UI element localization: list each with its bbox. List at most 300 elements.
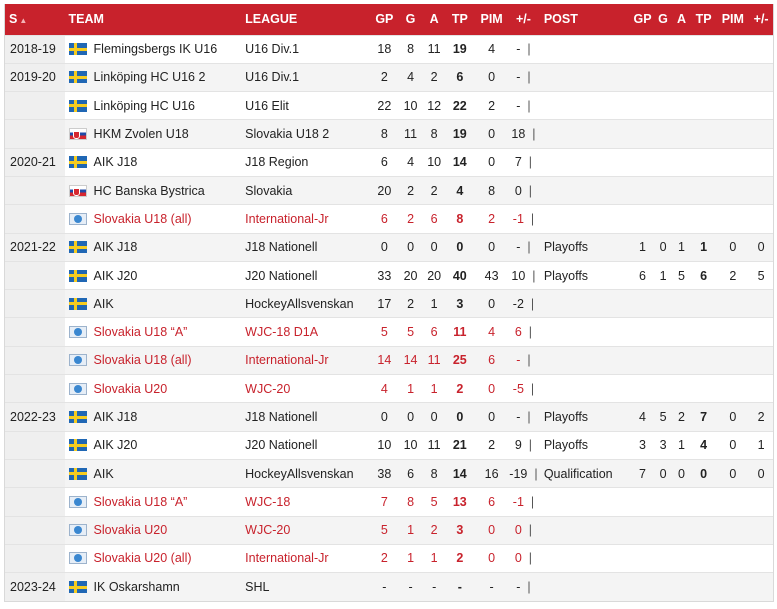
league-cell[interactable]: WJC-18 D1A <box>241 318 370 346</box>
post-gp-cell <box>631 205 654 233</box>
post-pim-cell: 2 <box>716 261 749 289</box>
col-header-a[interactable]: A <box>429 12 439 27</box>
table-row <box>5 346 773 374</box>
post-gp-cell <box>631 375 654 403</box>
table-row <box>5 318 773 346</box>
post-g-cell <box>654 544 672 572</box>
post-g-cell <box>654 92 672 120</box>
post-plusminus-cell <box>749 63 773 91</box>
post-pim-cell <box>716 573 749 601</box>
season-cell <box>5 516 65 544</box>
plusminus-cell <box>509 148 538 176</box>
tp-cell: 13 <box>445 488 474 516</box>
post-g-cell <box>654 375 672 403</box>
column-separator: | <box>530 296 535 311</box>
post-a-cell <box>672 573 690 601</box>
col-header-post-pim[interactable]: PIM <box>721 12 744 27</box>
post-cell <box>538 92 631 120</box>
slovakia-flag-icon <box>69 185 87 197</box>
tp-cell: 2 <box>445 375 474 403</box>
tp-cell: 25 <box>445 346 474 374</box>
col-header-post-a[interactable]: A <box>677 12 687 27</box>
post-g-cell <box>654 290 672 318</box>
sweden-flag-icon <box>69 156 87 168</box>
gp-cell: 7 <box>371 488 399 516</box>
pim-cell: 0 <box>474 233 509 261</box>
table-row <box>5 459 773 487</box>
post-cell <box>538 318 631 346</box>
g-cell: 4 <box>398 63 423 91</box>
slovakia-flag-icon <box>69 128 87 140</box>
post-pim-cell <box>716 63 749 91</box>
a-cell: 11 <box>423 35 446 63</box>
column-separator: | <box>527 70 531 85</box>
a-cell: 1 <box>423 290 446 318</box>
g-cell: 14 <box>398 346 423 374</box>
team-name-link[interactable]: Slovakia U18 “A” <box>93 494 188 509</box>
post-gp-cell <box>631 544 654 572</box>
post-a-cell <box>672 35 690 63</box>
g-cell: 8 <box>398 35 423 63</box>
plusminus-cell <box>509 403 538 431</box>
season-cell <box>5 431 65 459</box>
plusminus-value: - <box>516 98 521 113</box>
team-name-link[interactable]: Slovakia U18 “A” <box>93 325 188 340</box>
column-separator: | <box>528 155 533 170</box>
post-plusminus-cell: 1 <box>749 431 773 459</box>
league-cell[interactable]: U16 Div.1 <box>241 35 370 63</box>
post-a-cell: 0 <box>672 459 690 487</box>
gp-cell: 6 <box>371 148 399 176</box>
season-cell <box>5 176 65 204</box>
plusminus-cell <box>509 233 538 261</box>
a-cell: 8 <box>423 120 446 148</box>
g-cell: - <box>398 573 423 601</box>
sweden-flag-icon <box>69 468 87 480</box>
post-a-cell <box>672 346 690 374</box>
post-gp-cell <box>631 318 654 346</box>
plusminus-value: - <box>516 240 521 255</box>
team-name-link[interactable]: Linköping HC U16 <box>93 98 195 113</box>
pim-cell: 8 <box>474 176 509 204</box>
pim-cell: 16 <box>474 459 509 487</box>
plusminus-cell <box>509 516 538 544</box>
g-cell: 8 <box>398 488 423 516</box>
gp-cell: 5 <box>371 516 399 544</box>
col-header-tp[interactable]: TP <box>451 12 468 27</box>
post-gp-cell: 7 <box>631 459 654 487</box>
team-name-link[interactable]: HKM Zvolen U18 <box>93 127 189 142</box>
pim-cell: 6 <box>474 346 509 374</box>
international-flag-icon <box>69 213 87 225</box>
post-cell: Playoffs <box>538 233 631 261</box>
post-g-cell: 0 <box>654 233 672 261</box>
post-tp-cell <box>691 346 717 374</box>
post-g-cell <box>654 63 672 91</box>
league-cell[interactable]: J18 Nationell <box>241 233 370 261</box>
team-name-link[interactable]: AIK J18 <box>93 240 138 255</box>
tp-cell: 3 <box>445 290 474 318</box>
col-header-season[interactable]: S ▲ <box>9 12 28 27</box>
table-row <box>5 290 773 318</box>
season-cell <box>5 92 65 120</box>
col-header-plusminus[interactable]: +/- <box>515 12 531 27</box>
plusminus-value: 9 <box>514 438 522 453</box>
team-cell[interactable] <box>65 318 242 346</box>
post-g-cell <box>654 176 672 204</box>
post-tp-cell <box>691 290 717 318</box>
pim-cell: 0 <box>474 148 509 176</box>
post-plusminus-cell <box>749 346 773 374</box>
league-cell[interactable]: International-Jr <box>241 346 370 374</box>
team-name-link[interactable]: Slovakia U18 (all) <box>93 353 192 368</box>
team-name-link[interactable]: HC Banska Bystrica <box>93 183 205 198</box>
table-row <box>5 233 773 261</box>
team-cell[interactable] <box>65 346 242 374</box>
season-cell <box>5 318 65 346</box>
tp-cell: 14 <box>445 148 474 176</box>
sweden-flag-icon <box>69 43 87 55</box>
post-pim-cell <box>716 318 749 346</box>
tp-cell: 11 <box>445 318 474 346</box>
plusminus-value: - <box>516 580 521 595</box>
plusminus-value: 10 <box>511 268 526 283</box>
gp-cell: 14 <box>371 346 399 374</box>
gp-cell: 5 <box>371 318 399 346</box>
league-cell[interactable]: J18 Region <box>241 148 370 176</box>
team-cell[interactable] <box>65 233 242 261</box>
post-g-cell <box>654 205 672 233</box>
team-name-link[interactable]: AIK J18 <box>93 155 138 170</box>
post-g-cell <box>654 516 672 544</box>
league-cell[interactable]: WJC-20 <box>241 375 370 403</box>
team-name-link[interactable]: Slovakia U20 <box>93 381 168 396</box>
col-header-post-gp[interactable]: GP <box>633 12 652 27</box>
col-header-gp[interactable]: GP <box>375 12 394 27</box>
post-cell <box>538 346 631 374</box>
post-cell <box>538 35 631 63</box>
post-cell: Playoffs <box>538 431 631 459</box>
a-cell: 6 <box>423 318 446 346</box>
league-cell[interactable]: WJC-18 <box>241 488 370 516</box>
pim-cell: - <box>474 573 509 601</box>
plusminus-value: 0 <box>514 551 522 566</box>
plusminus-cell <box>509 573 538 601</box>
pim-cell: 0 <box>474 375 509 403</box>
column-separator: | <box>532 127 536 142</box>
post-cell <box>538 176 631 204</box>
post-pim-cell: 0 <box>716 459 749 487</box>
g-cell: 20 <box>398 261 423 289</box>
season-cell <box>5 120 65 148</box>
league-cell[interactable]: J20 Nationell <box>241 431 370 459</box>
team-cell[interactable] <box>65 35 242 63</box>
pim-cell: 2 <box>474 431 509 459</box>
a-cell: 10 <box>423 148 446 176</box>
season-cell <box>5 375 65 403</box>
post-gp-cell <box>631 35 654 63</box>
post-tp-cell: 1 <box>691 233 717 261</box>
gp-cell: 10 <box>371 431 399 459</box>
a-cell: 11 <box>423 431 446 459</box>
post-pim-cell <box>716 488 749 516</box>
international-flag-icon <box>69 496 87 508</box>
pim-cell: 0 <box>474 120 509 148</box>
league-cell[interactable]: HockeyAllsvenskan <box>241 290 370 318</box>
plusminus-value: -2 <box>512 296 524 311</box>
league-cell[interactable]: HockeyAllsvenskan <box>241 459 370 487</box>
team-cell[interactable] <box>65 290 242 318</box>
post-tp-cell: 4 <box>691 431 717 459</box>
post-plusminus-cell <box>749 120 773 148</box>
team-name-link[interactable]: AIK J20 <box>93 438 138 453</box>
sweden-flag-icon <box>69 581 87 593</box>
col-header-post[interactable]: POST <box>543 12 578 27</box>
team-cell[interactable] <box>65 431 242 459</box>
tp-cell: 14 <box>445 459 474 487</box>
team-cell[interactable] <box>65 459 242 487</box>
column-separator: | <box>527 353 531 368</box>
column-separator: | <box>530 211 535 226</box>
post-tp-cell <box>691 148 717 176</box>
international-flag-icon <box>69 552 87 564</box>
post-tp-cell: 6 <box>691 261 717 289</box>
post-pim-cell <box>716 176 749 204</box>
post-gp-cell <box>631 290 654 318</box>
tp-cell: 4 <box>445 176 474 204</box>
post-gp-cell <box>631 120 654 148</box>
post-tp-cell <box>691 318 717 346</box>
post-a-cell: 2 <box>672 403 690 431</box>
post-gp-cell <box>631 92 654 120</box>
team-cell[interactable] <box>65 148 242 176</box>
column-separator: | <box>527 580 531 595</box>
plusminus-value: - <box>516 42 521 57</box>
a-cell: 12 <box>423 92 446 120</box>
post-gp-cell: 3 <box>631 431 654 459</box>
post-gp-cell: 6 <box>631 261 654 289</box>
post-gp-cell <box>631 488 654 516</box>
league-cell[interactable]: U16 Div.1 <box>241 63 370 91</box>
table-row <box>5 544 773 572</box>
post-cell <box>538 488 631 516</box>
sweden-flag-icon <box>69 439 87 451</box>
pim-cell: 2 <box>474 205 509 233</box>
season-cell <box>5 261 65 289</box>
league-cell[interactable]: Slovakia <box>241 176 370 204</box>
table-row <box>5 261 773 289</box>
a-cell: 1 <box>423 544 446 572</box>
column-separator: | <box>530 381 535 396</box>
table-row <box>5 63 773 91</box>
league-cell[interactable]: Slovakia U18 2 <box>241 120 370 148</box>
post-plusminus-cell: 2 <box>749 403 773 431</box>
table-row <box>5 148 773 176</box>
season-cell: 2018-19 <box>5 35 65 63</box>
season-cell <box>5 290 65 318</box>
pim-cell: 0 <box>474 516 509 544</box>
gp-cell: 4 <box>371 375 399 403</box>
pim-cell: 2 <box>474 92 509 120</box>
plusminus-cell <box>509 488 538 516</box>
sweden-flag-icon <box>69 411 87 423</box>
league-cell[interactable]: J18 Nationell <box>241 403 370 431</box>
post-tp-cell <box>691 35 717 63</box>
post-plusminus-cell <box>749 516 773 544</box>
post-plusminus-cell <box>749 35 773 63</box>
table-row <box>5 488 773 516</box>
post-cell <box>538 290 631 318</box>
table-row <box>5 35 773 63</box>
gp-cell: 38 <box>371 459 399 487</box>
post-a-cell <box>672 92 690 120</box>
col-header-post-g[interactable]: G <box>658 12 668 27</box>
g-cell: 1 <box>398 544 423 572</box>
plusminus-cell <box>509 431 538 459</box>
col-header-league[interactable]: LEAGUE <box>245 12 298 27</box>
post-a-cell <box>672 63 690 91</box>
g-cell: 4 <box>398 148 423 176</box>
post-gp-cell <box>631 573 654 601</box>
league-cell[interactable]: International-Jr <box>241 205 370 233</box>
col-header-pim[interactable]: PIM <box>480 12 503 27</box>
team-cell[interactable] <box>65 403 242 431</box>
international-flag-icon <box>69 354 87 366</box>
column-separator: | <box>528 523 533 538</box>
post-tp-cell <box>691 573 717 601</box>
col-header-g[interactable]: G <box>405 12 416 27</box>
col-header-post-plusminus[interactable]: +/- <box>753 12 769 27</box>
tp-cell: 3 <box>445 516 474 544</box>
tp-cell: 2 <box>445 544 474 572</box>
tp-cell: 22 <box>445 92 474 120</box>
plusminus-cell <box>509 176 538 204</box>
league-cell[interactable]: U16 Elit <box>241 92 370 120</box>
plusminus-value: 6 <box>514 325 522 340</box>
sweden-flag-icon <box>69 71 87 83</box>
season-cell <box>5 488 65 516</box>
team-name-link[interactable]: AIK <box>93 296 114 311</box>
col-header-team[interactable]: TEAM <box>68 12 104 27</box>
table-row <box>5 120 773 148</box>
col-header-post-tp[interactable]: TP <box>695 12 712 27</box>
tp-cell: - <box>445 573 474 601</box>
team-name-link[interactable]: Slovakia U18 (all) <box>93 211 192 226</box>
post-a-cell: 1 <box>672 431 690 459</box>
post-pim-cell <box>716 375 749 403</box>
team-name-link[interactable]: Flemingsbergs IK U16 <box>93 42 218 57</box>
post-a-cell <box>672 375 690 403</box>
a-cell: 6 <box>423 205 446 233</box>
post-tp-cell <box>691 92 717 120</box>
league-cell[interactable]: International-Jr <box>241 544 370 572</box>
post-tp-cell <box>691 544 717 572</box>
plusminus-cell <box>509 35 538 63</box>
post-pim-cell <box>716 148 749 176</box>
league-cell[interactable]: SHL <box>241 573 370 601</box>
league-cell[interactable]: J20 Nationell <box>241 261 370 289</box>
table-header-row <box>5 4 773 35</box>
table-row <box>5 403 773 431</box>
a-cell: 2 <box>423 176 446 204</box>
team-name-link[interactable]: AIK J18 <box>93 410 138 424</box>
post-plusminus-cell: 0 <box>749 459 773 487</box>
team-name-link[interactable]: AIK J20 <box>93 268 138 283</box>
gp-cell: 18 <box>371 35 399 63</box>
tp-cell: 0 <box>445 403 474 431</box>
team-cell[interactable] <box>65 63 242 91</box>
season-cell <box>5 459 65 487</box>
team-cell[interactable] <box>65 516 242 544</box>
post-cell: Playoffs <box>538 403 631 431</box>
team-cell[interactable] <box>65 92 242 120</box>
season-cell <box>5 544 65 572</box>
post-gp-cell: 4 <box>631 403 654 431</box>
team-cell[interactable] <box>65 120 242 148</box>
team-cell[interactable] <box>65 375 242 403</box>
season-cell: 2023-24 <box>5 573 65 601</box>
a-cell: 0 <box>423 233 446 261</box>
team-name-link[interactable]: Slovakia U20 <box>93 523 168 538</box>
g-cell: 5 <box>398 318 423 346</box>
sweden-flag-icon <box>69 100 87 112</box>
table-body <box>5 35 773 601</box>
team-name-link[interactable]: Slovakia U20 (all) <box>93 551 192 566</box>
post-g-cell <box>654 573 672 601</box>
player-stats-table <box>5 4 773 601</box>
plusminus-value: - <box>516 353 521 368</box>
league-cell[interactable]: WJC-20 <box>241 516 370 544</box>
team-name-link[interactable]: AIK <box>93 466 114 481</box>
post-plusminus-cell <box>749 290 773 318</box>
post-a-cell: 5 <box>672 261 690 289</box>
column-separator: | <box>527 410 531 424</box>
post-gp-cell <box>631 176 654 204</box>
team-cell[interactable] <box>65 544 242 572</box>
column-separator: | <box>527 42 531 57</box>
a-cell: 2 <box>423 63 446 91</box>
g-cell: 1 <box>398 375 423 403</box>
pim-cell: 0 <box>474 403 509 431</box>
post-tp-cell <box>691 176 717 204</box>
table-row <box>5 205 773 233</box>
post-plusminus-cell: 5 <box>749 261 773 289</box>
team-cell[interactable] <box>65 176 242 204</box>
tp-cell: 40 <box>445 261 474 289</box>
tp-cell: 6 <box>445 63 474 91</box>
post-pim-cell <box>716 120 749 148</box>
column-separator: | <box>530 494 535 509</box>
g-cell: 0 <box>398 403 423 431</box>
season-cell: 2020-21 <box>5 148 65 176</box>
post-pim-cell <box>716 290 749 318</box>
gp-cell: 2 <box>371 63 399 91</box>
team-name-link[interactable]: Linköping HC U16 2 <box>93 70 206 85</box>
post-pim-cell <box>716 544 749 572</box>
gp-cell: 0 <box>371 233 399 261</box>
season-cell: 2021-22 <box>5 233 65 261</box>
post-tp-cell <box>691 488 717 516</box>
team-cell[interactable] <box>65 205 242 233</box>
team-cell[interactable] <box>65 261 242 289</box>
team-cell[interactable] <box>65 488 242 516</box>
post-plusminus-cell <box>749 176 773 204</box>
team-name-link[interactable]: IK Oskarshamn <box>93 580 180 595</box>
team-cell[interactable] <box>65 573 242 601</box>
post-g-cell: 1 <box>654 261 672 289</box>
post-plusminus-cell <box>749 148 773 176</box>
plusminus-cell <box>509 205 538 233</box>
